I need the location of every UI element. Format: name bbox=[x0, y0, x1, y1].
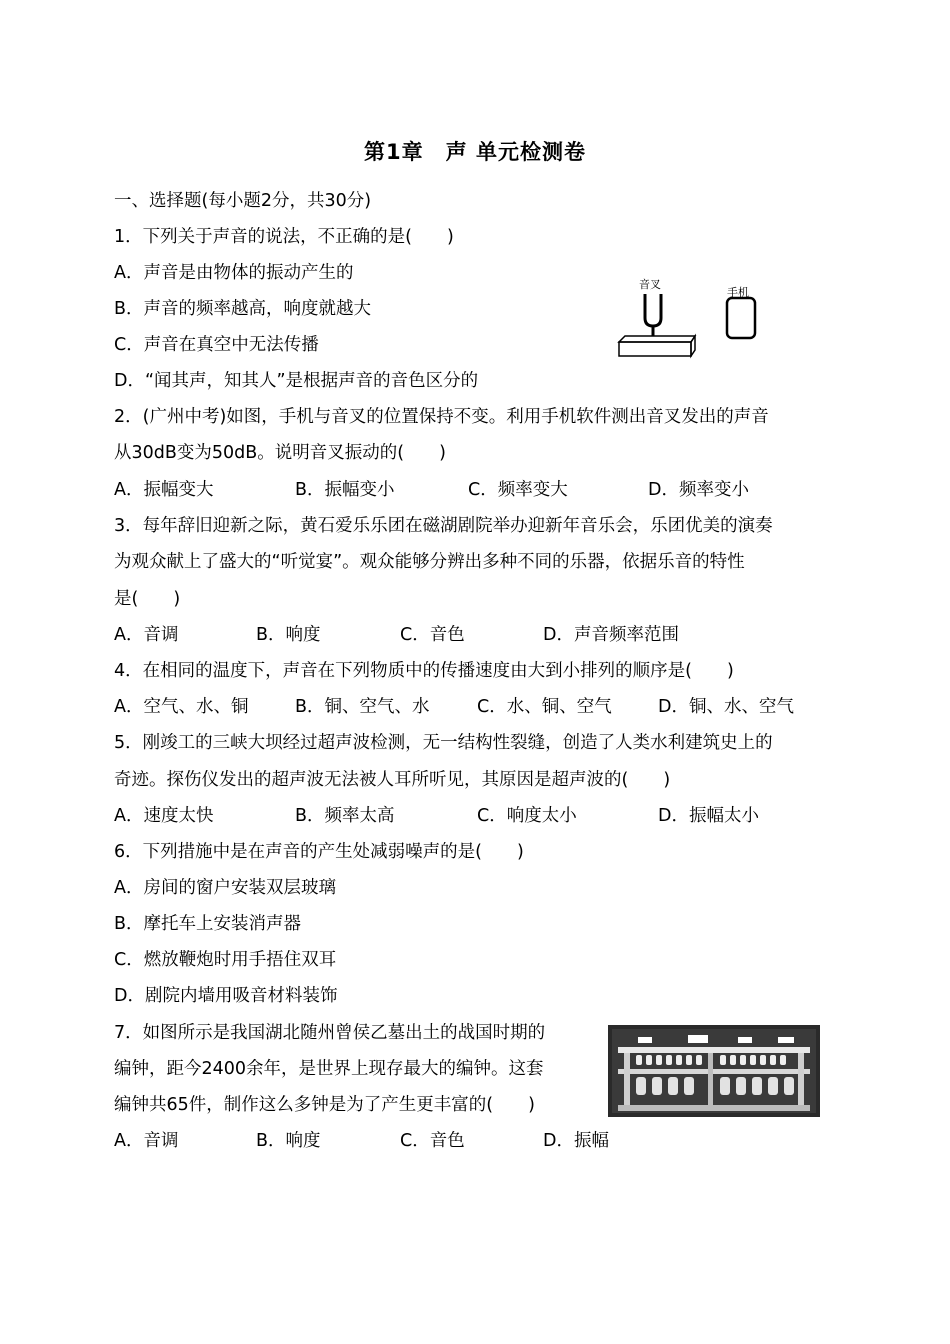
q3-option-d: D．声音频率范围 bbox=[543, 625, 679, 645]
q7-stem-line2: 编钟，距今2400余年，是世界上现存最大的编钟。这套 bbox=[114, 1059, 544, 1079]
q5-option-c: C．响度太小 bbox=[477, 806, 577, 826]
q1-option-a: A．声音是由物体的振动产生的 bbox=[114, 263, 354, 283]
q2-option-c: C．频率变大 bbox=[468, 480, 568, 500]
q2-stem-line1: 2．(广州中考)如图，手机与音叉的位置保持不变。利用手机软件测出音叉发出的声音 bbox=[114, 407, 769, 427]
q7-option-b: B．响度 bbox=[256, 1131, 321, 1151]
q4-option-c: C．水、铜、空气 bbox=[477, 697, 612, 717]
q6-option-d: D．剧院内墙用吸音材料装饰 bbox=[114, 986, 338, 1006]
phone-label: 手机 bbox=[727, 286, 749, 299]
q5-option-b: B．频率太高 bbox=[295, 806, 395, 826]
q7-option-c: C．音色 bbox=[400, 1131, 465, 1151]
q6-option-b: B．摩托车上安装消声器 bbox=[114, 914, 302, 934]
q2-option-d: D．频率变小 bbox=[648, 480, 749, 500]
tuning-fork-label: 音叉 bbox=[639, 278, 661, 291]
q7-stem-line1: 7．如图所示是我国湖北随州曾侯乙墓出土的战国时期的 bbox=[114, 1023, 546, 1043]
q1-option-d: D．“闻其声，知其人”是根据声音的音色区分的 bbox=[114, 371, 479, 391]
q4-option-b: B．铜、空气、水 bbox=[295, 697, 430, 717]
tuning-fork-phone-figure bbox=[615, 274, 765, 364]
q1-stem: 1．下列关于声音的说法，不正确的是( ) bbox=[114, 227, 454, 247]
q5-option-d: D．振幅太小 bbox=[658, 806, 759, 826]
q3-option-c: C．音色 bbox=[400, 625, 465, 645]
q6-option-c: C．燃放鞭炮时用手捂住双耳 bbox=[114, 950, 337, 970]
q6-option-a: A．房间的窗户安装双层玻璃 bbox=[114, 878, 336, 898]
q5-stem-line2: 奇迹。探伤仪发出的超声波无法被人耳所听见，其原因是超声波的( ) bbox=[114, 770, 671, 790]
q6-stem: 6．下列措施中是在声音的产生处减弱噪声的是( ) bbox=[114, 842, 524, 862]
q4-stem: 4．在相同的温度下，声音在下列物质中的传播速度由大到小排列的顺序是( ) bbox=[114, 661, 734, 681]
q3-stem-line2: 为观众献上了盛大的“听觉宴”。观众能够分辨出多种不同的乐器，依据乐音的特性 bbox=[114, 552, 745, 572]
q5-option-a: A．速度太快 bbox=[114, 806, 214, 826]
q1-option-c: C．声音在真空中无法传播 bbox=[114, 335, 319, 355]
section-heading: 一、选择题(每小题2分，共30分) bbox=[114, 191, 372, 211]
q3-stem-line1: 3．每年辞旧迎新之际，黄石爱乐乐团在磁湖剧院举办迎新年音乐会，乐团优美的演奏 bbox=[114, 516, 773, 536]
q3-option-a: A．音调 bbox=[114, 625, 179, 645]
bianzhong-photo bbox=[608, 1025, 820, 1117]
q5-stem-line1: 5．刚竣工的三峡大坝经过超声波检测，无一结构性裂缝，创造了人类水利建筑史上的 bbox=[114, 733, 773, 753]
page-title: 第1章 声 单元检测卷 bbox=[364, 140, 586, 164]
q7-stem-line3: 编钟共65件，制作这么多钟是为了产生更丰富的( ) bbox=[114, 1095, 535, 1115]
q3-stem-line3: 是( ) bbox=[114, 589, 181, 609]
q2-option-a: A．振幅变大 bbox=[114, 480, 214, 500]
q2-option-b: B．振幅变小 bbox=[295, 480, 395, 500]
q7-option-a: A．音调 bbox=[114, 1131, 179, 1151]
q3-option-b: B．响度 bbox=[256, 625, 321, 645]
q1-option-b: B．声音的频率越高，响度就越大 bbox=[114, 299, 372, 319]
q2-stem-line2: 从30dB变为50dB。说明音叉振动的( ) bbox=[114, 443, 446, 463]
tuning-fork-phone-drawing bbox=[615, 274, 765, 364]
q4-option-a: A．空气、水、铜 bbox=[114, 697, 249, 717]
q7-option-d: D．振幅 bbox=[543, 1131, 609, 1151]
q4-option-d: D．铜、水、空气 bbox=[658, 697, 794, 717]
